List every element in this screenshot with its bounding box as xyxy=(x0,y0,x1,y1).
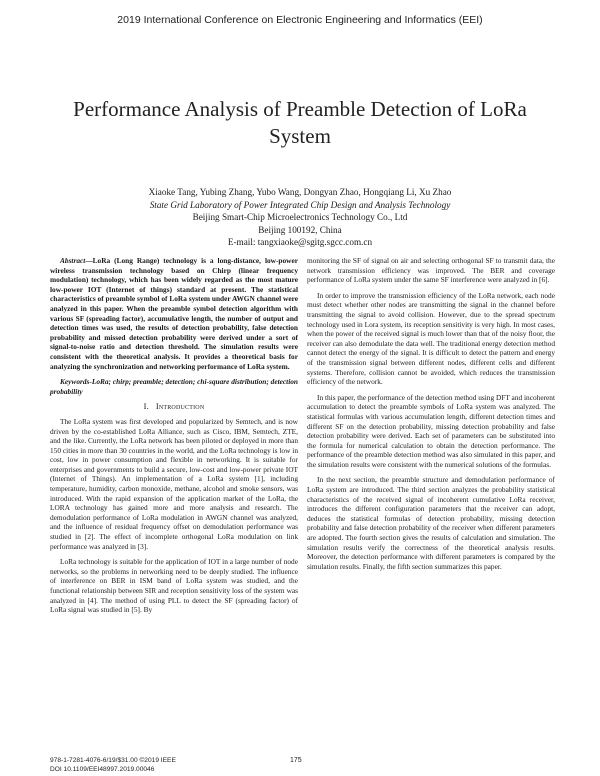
footer-doi: DOI 10.1109/EEI48997.2019.00046 xyxy=(50,765,155,773)
page-number: 175 xyxy=(290,757,302,764)
body-paragraph: In the next section, the preamble structure and demodulation performance of LoRa system are introduced. The third section analyzes the probability statistical characteristics of the received signal of incoherent cumulative LoRa receiver, introduces the different configuration parameters that the receiver can adopt, deduces the statistical formulas of detection probability, missing detection probability and false detection probability of the receiver when different parameters are adopted. The fourth section gives the results of calculation and simulation. The simulation results verify the correctness of the theoretical analysis results. Moreover, the detection performance with different parameters is compared by the simulation results. Finally, the fifth section summarizes this paper. xyxy=(307,475,555,571)
section-title: Introduction xyxy=(155,402,205,412)
affiliation-company: Beijing Smart-Chip Microelectronics Technology Co., Ltd xyxy=(192,212,408,222)
abstract-label: Abstract xyxy=(60,256,86,265)
paper-title: Performance Analysis of Preamble Detection of LoRa System xyxy=(73,97,527,148)
keywords-text: LoRa; chirp; preamble; detection; chi-square distribution; detection probability xyxy=(50,377,298,396)
address: Beijing 100192, China xyxy=(258,224,342,235)
footer-copyright xyxy=(50,757,176,774)
body-paragraph: The LoRa system was first developed and popularized by Semtech, and is now driven by the co-established LoRa Alliance, such as Cisco, IBM, Semtech, ZTE, and the like. Currently, the LoRa network has been piloted or deployed in more than 150 cities in more than 30 countries in the world, and the LoRa technology is low in cost, low in power consumption and flexible in networking. It is suitable for enterprises and governments to build a secure, low-cost and low-power private IOT (Internet of Things). An implementation of a LoRa system [1], including temperature, humidity, carbon monoxide, methane, alcohol and smoke sensors, was introduced. With the rapid expansion of the application market of the LoRa, the LORA technology has gained more and more analysis and research. The demodulation performance of LoRa modulation in AWGN channel was analyzed, and the influence of residual frequency offset on demodulation performance was studied in [2]. The effect of incomplete orthogonal LoRa modulation on link performance was analyzed in [3]. xyxy=(50,416,298,551)
email: E-mail: tangxiaoke@sgitg.sgcc.com.cn xyxy=(227,237,373,247)
abstract-text: —LoRa (Long Range) technology is a long-distance, low-power wireless transmission technology based on Chirp (linear frequency modulation) technology, which has been widely regarded as the most mature low-power IOT (Internet of things) standard at present. The statistical characteristics of preamble symbol of LoRa system under AWGN channel were analyzed in this paper. When the preamble symbol detection algorithm with various SF (spreading factor), accumulative length, the number of output and detection times was used, the results of detection probability, false detection probability and missed detection probability were derived under a sort of signal-to-noise ratio and detection threshold. The simulation results were consistent with the theoretical analysis. It provides a theoretical basis for analyzing the synchronization and networking performance of LoRa system. xyxy=(50,256,298,371)
author-list: Xiaoke Tang, Yubing Zhang, Yubo Wang, Dongyan Zhao, Hongqiang Li, Xu Zhao xyxy=(148,187,452,197)
left-column xyxy=(50,256,298,621)
body-paragraph: In this paper, the performance of the detection method using DFT and incoherent accumulation to detect the preamble symbols of LoRa system was analyzed. The statistical formulas with various accumulation length, different detection times and different SF on the detection probability, missing detection probability and false detection probability were derived. Each set of parameters can be substituted into the formula for numerical calculation to obtain the detection performance. The performance of the preamble detection method was also simulated in this paper, and the simulation results were consistent with the numerical solutions of the formulas. xyxy=(307,392,555,469)
body-paragraph: In order to improve the transmission efficiency of the LoRa network, each node must detect whether other nodes are transmitting the signal in the channel before transmitting the signal to avoid collision. However, due to the spread spectrum technology used in Lora system, its reception sensitivity is very high. In most cases, when the power of the received signal is much lower than that of the noisy floor, the receiver can also demodulate the data well. The traditional energy detection method cannot detect the energy of the signal. It is difficult to detect the pattern and energy of the transmission signal between different nodes, different cells and different systems. Therefore, collision cannot be avoided, which reduces the transmission efficiency of the network. xyxy=(307,290,555,387)
affiliation-lab: State Grid Laboratory of Power Integrated Chip Design and Analysis Technology xyxy=(149,199,451,210)
section-number: I. xyxy=(143,402,149,412)
conference-header: 2019 International Conference on Electronic Engineering and Informatics (EEI) xyxy=(117,14,483,26)
footer-isbn: 978-1-7281-4076-6/19/$31.00 ©2019 IEEE xyxy=(50,757,176,764)
keywords-label: Keywords- xyxy=(60,377,92,387)
right-column xyxy=(307,256,555,577)
body-paragraph: LoRa technology is suitable for the application of IOT in a large number of node networks, so the problems in networking need to be deeply studied. The influence of interference on BER in ISM band of LoRa system was studied, and the functional relationship between SIR and reception sensitivity loss of the system was analyzed in [4]. The method of using PLL to detect the SF (spreading factor) of LoRa signal was studied in [5]. By xyxy=(50,557,298,615)
author-block xyxy=(60,186,540,249)
keywords xyxy=(50,377,298,396)
abstract xyxy=(50,256,298,371)
body-paragraph: monitoring the SF of signal on air and selecting orthogonal SF to transmit data, the network transmission efficiency was improved. The BER and coverage performance of LoRa system under the same SF interference were analyzed in [6]. xyxy=(307,256,555,285)
section-heading-introduction xyxy=(50,402,298,412)
